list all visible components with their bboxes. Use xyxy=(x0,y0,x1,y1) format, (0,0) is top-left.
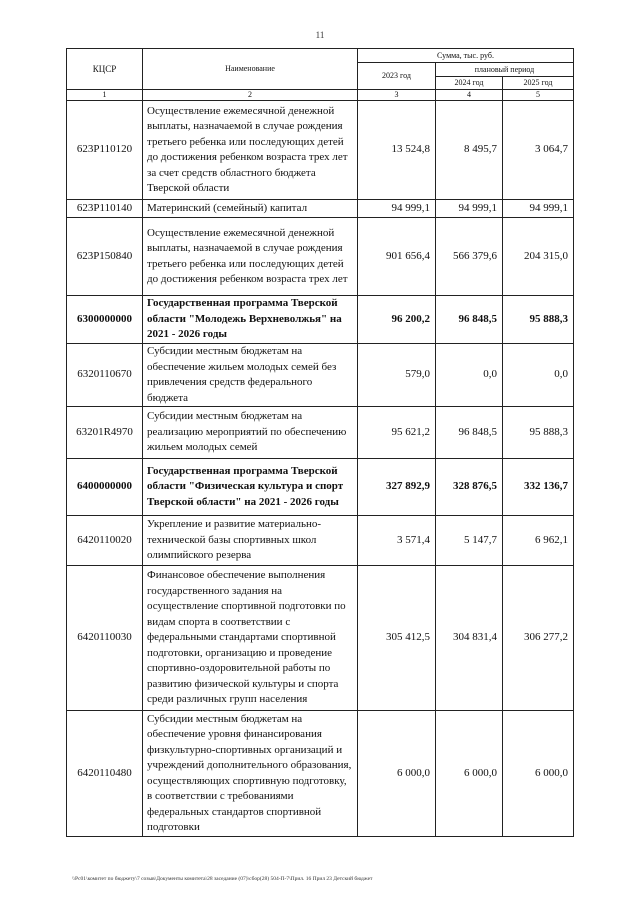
row-value-2024: 94 999,1 xyxy=(436,200,503,218)
row-value-2025: 3 064,7 xyxy=(503,101,574,200)
row-value-2025: 94 999,1 xyxy=(503,200,574,218)
table-header xyxy=(67,49,574,101)
row-code: 6400000000 xyxy=(67,459,143,516)
row-value-2025: 332 136,7 xyxy=(503,459,574,516)
row-value-2024: 96 848,5 xyxy=(436,296,503,344)
row-value-2024: 0,0 xyxy=(436,344,503,407)
footer-file-path: \\Pc01\комитет по бюджету\7 созыв\Документы комитета\28 заседание (07)\сбор(28) 504-П-7\Прил. 16 Прил 23 Детский бюджет xyxy=(72,876,373,882)
row-value-2024: 328 876,5 xyxy=(436,459,503,516)
row-value-2023: 13 524,8 xyxy=(358,101,436,200)
row-value-2023: 94 999,1 xyxy=(358,200,436,218)
row-value-2025: 6 000,0 xyxy=(503,711,574,837)
table-row xyxy=(67,101,574,200)
row-value-2025: 204 315,0 xyxy=(503,218,574,296)
header-name: Наименование xyxy=(143,49,358,90)
table-row xyxy=(67,516,574,566)
row-name: Государственная программа Тверской области "Молодежь Верхневолжья" на 2021 - 2026 годы xyxy=(143,296,358,344)
row-code: 6420110030 xyxy=(67,566,143,711)
header-code: КЦСР xyxy=(67,49,143,90)
header-year-2023: 2023 год xyxy=(358,63,436,90)
row-code: 623P110140 xyxy=(67,200,143,218)
row-value-2025: 95 888,3 xyxy=(503,407,574,459)
table-row xyxy=(67,200,574,218)
column-number: 1 xyxy=(67,90,143,101)
row-name: Материнский (семейный) капитал xyxy=(143,200,358,218)
row-name: Финансовое обеспечение выполнения государственного задания на осуществление спортивной подготовки по видам спорта в соответствии с федеральными стандартами спортивной подготовки, организацию и проведение спортивно-оздоровительной работы по развитию физической культуры и спорта среди различных групп населения xyxy=(143,566,358,711)
header-sum: Сумма, тыс. руб. xyxy=(358,49,574,63)
row-code: 623P110120 xyxy=(67,101,143,200)
row-value-2023: 305 412,5 xyxy=(358,566,436,711)
header-year-2025: 2025 год xyxy=(503,77,574,90)
column-numbers-row xyxy=(67,90,574,101)
row-value-2024: 304 831,4 xyxy=(436,566,503,711)
row-code: 623P150840 xyxy=(67,218,143,296)
row-value-2025: 6 962,1 xyxy=(503,516,574,566)
row-value-2023: 901 656,4 xyxy=(358,218,436,296)
row-value-2024: 5 147,7 xyxy=(436,516,503,566)
row-name: Осуществление ежемесячной денежной выплаты, назначаемой в случае рождения третьего ребенка или последующих детей до достижения ребенком возраста трех лет за счет средств областного бюджета Тверской области xyxy=(143,101,358,200)
budget-table xyxy=(66,48,574,837)
header-planning-period: плановый период xyxy=(436,63,574,77)
table-row xyxy=(67,218,574,296)
column-number: 5 xyxy=(503,90,574,101)
column-number: 3 xyxy=(358,90,436,101)
table-row xyxy=(67,459,574,516)
row-name: Субсидии местным бюджетам на обеспечение уровня финансирования физкультурно-спортивных организаций и учреждений дополнительного образования, осуществляющих спортивную подготовку, в соответствии с требованиями федеральных стандартов спортивной подготовки xyxy=(143,711,358,837)
row-name: Субсидии местным бюджетам на обеспечение жильем молодых семей без привлечения средств федерального бюджета xyxy=(143,344,358,407)
row-code: 6420110480 xyxy=(67,711,143,837)
row-value-2024: 96 848,5 xyxy=(436,407,503,459)
row-value-2023: 327 892,9 xyxy=(358,459,436,516)
table-row xyxy=(67,344,574,407)
row-name: Осуществление ежемесячной денежной выплаты, назначаемой в случае рождения третьего ребенка или последующих детей до достижения ребенком возраста трех лет xyxy=(143,218,358,296)
row-name: Государственная программа Тверской области "Физическая культура и спорт Тверской области" на 2021 - 2026 годы xyxy=(143,459,358,516)
table-row xyxy=(67,296,574,344)
row-code: 63201R4970 xyxy=(67,407,143,459)
row-value-2023: 95 621,2 xyxy=(358,407,436,459)
row-name: Укрепление и развитие материально-технической базы спортивных школ олимпийского резерва xyxy=(143,516,358,566)
row-value-2023: 3 571,4 xyxy=(358,516,436,566)
table-row xyxy=(67,711,574,837)
header-year-2024: 2024 год xyxy=(436,77,503,90)
row-value-2025: 0,0 xyxy=(503,344,574,407)
table-row xyxy=(67,566,574,711)
row-value-2023: 6 000,0 xyxy=(358,711,436,837)
row-value-2024: 566 379,6 xyxy=(436,218,503,296)
row-value-2023: 579,0 xyxy=(358,344,436,407)
row-code: 6300000000 xyxy=(67,296,143,344)
row-value-2024: 8 495,7 xyxy=(436,101,503,200)
row-value-2025: 306 277,2 xyxy=(503,566,574,711)
row-name: Субсидии местным бюджетам на реализацию мероприятий по обеспечению жильем молодых семей xyxy=(143,407,358,459)
row-value-2025: 95 888,3 xyxy=(503,296,574,344)
row-code: 6320110670 xyxy=(67,344,143,407)
page-number: 11 xyxy=(315,30,325,40)
column-number: 2 xyxy=(143,90,358,101)
row-code: 6420110020 xyxy=(67,516,143,566)
row-value-2023: 96 200,2 xyxy=(358,296,436,344)
column-number: 4 xyxy=(436,90,503,101)
row-value-2024: 6 000,0 xyxy=(436,711,503,837)
table-row xyxy=(67,407,574,459)
